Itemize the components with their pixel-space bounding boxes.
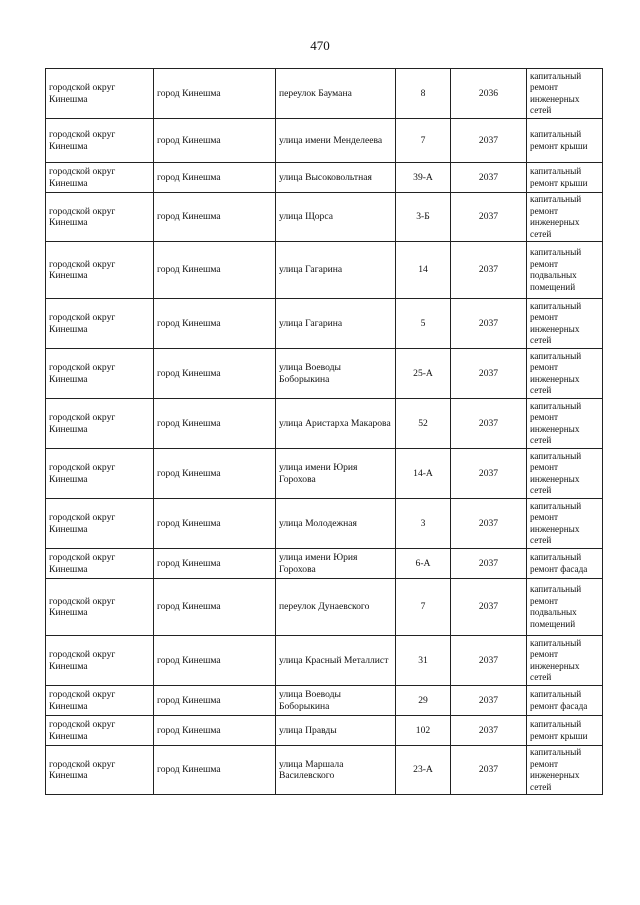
house-number-cell: 23-А bbox=[396, 746, 451, 795]
year-cell: 2037 bbox=[451, 449, 527, 499]
district-cell: городской округ Кинешма bbox=[46, 449, 154, 499]
street-cell: улица имени Юрия Горохова bbox=[276, 549, 396, 579]
city-cell: город Кинешма bbox=[154, 549, 276, 579]
year-cell: 2037 bbox=[451, 549, 527, 579]
house-number-cell: 5 bbox=[396, 299, 451, 349]
house-number-cell: 3 bbox=[396, 499, 451, 549]
district-cell: городской округ Кинешма bbox=[46, 193, 154, 242]
city-cell: город Кинешма bbox=[154, 686, 276, 716]
work-type-cell: капитальный ремонт подвальных помещений bbox=[527, 579, 603, 636]
year-cell: 2037 bbox=[451, 686, 527, 716]
year-cell: 2037 bbox=[451, 499, 527, 549]
table-row bbox=[46, 549, 603, 579]
house-number-cell: 14 bbox=[396, 242, 451, 299]
year-cell: 2037 bbox=[451, 193, 527, 242]
table-row bbox=[46, 746, 603, 795]
city-cell: город Кинешма bbox=[154, 716, 276, 746]
table-row bbox=[46, 716, 603, 746]
work-type-cell: капитальный ремонт инженерных сетей bbox=[527, 349, 603, 399]
district-cell: городской округ Кинешма bbox=[46, 242, 154, 299]
city-cell: город Кинешма bbox=[154, 69, 276, 119]
city-cell: город Кинешма bbox=[154, 193, 276, 242]
table-row bbox=[46, 449, 603, 499]
street-cell: улица Щорса bbox=[276, 193, 396, 242]
table-body bbox=[46, 69, 603, 795]
street-cell: улица Аристарха Макарова bbox=[276, 399, 396, 449]
work-type-cell: капитальный ремонт инженерных сетей bbox=[527, 193, 603, 242]
street-cell: улица Высоковольтная bbox=[276, 163, 396, 193]
street-cell: улица имени Юрия Горохова bbox=[276, 449, 396, 499]
district-cell: городской округ Кинешма bbox=[46, 399, 154, 449]
street-cell: улица Красный Металлист bbox=[276, 636, 396, 686]
year-cell: 2037 bbox=[451, 242, 527, 299]
year-cell: 2037 bbox=[451, 349, 527, 399]
street-cell: улица Гагарина bbox=[276, 299, 396, 349]
work-type-cell: капитальный ремонт инженерных сетей bbox=[527, 69, 603, 119]
year-cell: 2037 bbox=[451, 746, 527, 795]
table-row bbox=[46, 399, 603, 449]
table-row bbox=[46, 349, 603, 399]
table-row bbox=[46, 193, 603, 242]
district-cell: городской округ Кинешма bbox=[46, 119, 154, 163]
work-type-cell: капитальный ремонт фасада bbox=[527, 686, 603, 716]
table-row bbox=[46, 686, 603, 716]
work-type-cell: капитальный ремонт инженерных сетей bbox=[527, 636, 603, 686]
house-number-cell: 52 bbox=[396, 399, 451, 449]
year-cell: 2036 bbox=[451, 69, 527, 119]
street-cell: улица Гагарина bbox=[276, 242, 396, 299]
house-number-cell: 25-А bbox=[396, 349, 451, 399]
district-cell: городской округ Кинешма bbox=[46, 163, 154, 193]
year-cell: 2037 bbox=[451, 716, 527, 746]
house-number-cell: 102 bbox=[396, 716, 451, 746]
repair-schedule-table bbox=[45, 68, 603, 795]
work-type-cell: капитальный ремонт фасада bbox=[527, 549, 603, 579]
work-type-cell: капитальный ремонт крыши bbox=[527, 163, 603, 193]
work-type-cell: капитальный ремонт инженерных сетей bbox=[527, 746, 603, 795]
house-number-cell: 7 bbox=[396, 119, 451, 163]
street-cell: переулок Дунаевского bbox=[276, 579, 396, 636]
city-cell: город Кинешма bbox=[154, 399, 276, 449]
street-cell: улица Правды bbox=[276, 716, 396, 746]
house-number-cell: 3-Б bbox=[396, 193, 451, 242]
district-cell: городской округ Кинешма bbox=[46, 349, 154, 399]
street-cell: улица Маршала Василевского bbox=[276, 746, 396, 795]
city-cell: город Кинешма bbox=[154, 349, 276, 399]
table-row bbox=[46, 299, 603, 349]
district-cell: городской округ Кинешма bbox=[46, 549, 154, 579]
city-cell: город Кинешма bbox=[154, 746, 276, 795]
house-number-cell: 8 bbox=[396, 69, 451, 119]
street-cell: улица Воеводы Боборыкина bbox=[276, 686, 396, 716]
house-number-cell: 6-А bbox=[396, 549, 451, 579]
work-type-cell: капитальный ремонт крыши bbox=[527, 716, 603, 746]
work-type-cell: капитальный ремонт инженерных сетей bbox=[527, 299, 603, 349]
city-cell: город Кинешма bbox=[154, 636, 276, 686]
street-cell: улица имени Менделеева bbox=[276, 119, 396, 163]
work-type-cell: капитальный ремонт инженерных сетей bbox=[527, 449, 603, 499]
district-cell: городской округ Кинешма bbox=[46, 686, 154, 716]
work-type-cell: капитальный ремонт инженерных сетей bbox=[527, 399, 603, 449]
work-type-cell: капитальный ремонт крыши bbox=[527, 119, 603, 163]
house-number-cell: 14-А bbox=[396, 449, 451, 499]
year-cell: 2037 bbox=[451, 579, 527, 636]
year-cell: 2037 bbox=[451, 163, 527, 193]
table-row bbox=[46, 499, 603, 549]
district-cell: городской округ Кинешма bbox=[46, 499, 154, 549]
district-cell: городской округ Кинешма bbox=[46, 579, 154, 636]
district-cell: городской округ Кинешма bbox=[46, 746, 154, 795]
year-cell: 2037 bbox=[451, 119, 527, 163]
page-number: 470 bbox=[310, 38, 330, 53]
house-number-cell: 29 bbox=[396, 686, 451, 716]
table-row bbox=[46, 163, 603, 193]
city-cell: город Кинешма bbox=[154, 299, 276, 349]
table-row bbox=[46, 636, 603, 686]
district-cell: городской округ Кинешма bbox=[46, 69, 154, 119]
year-cell: 2037 bbox=[451, 636, 527, 686]
house-number-cell: 7 bbox=[396, 579, 451, 636]
table-row bbox=[46, 242, 603, 299]
district-cell: городской округ Кинешма bbox=[46, 299, 154, 349]
street-cell: улица Воеводы Боборыкина bbox=[276, 349, 396, 399]
year-cell: 2037 bbox=[451, 299, 527, 349]
city-cell: город Кинешма bbox=[154, 242, 276, 299]
street-cell: улица Молодежная bbox=[276, 499, 396, 549]
work-type-cell: капитальный ремонт подвальных помещений bbox=[527, 242, 603, 299]
house-number-cell: 31 bbox=[396, 636, 451, 686]
work-type-cell: капитальный ремонт инженерных сетей bbox=[527, 499, 603, 549]
table-row bbox=[46, 579, 603, 636]
district-cell: городской округ Кинешма bbox=[46, 716, 154, 746]
year-cell: 2037 bbox=[451, 399, 527, 449]
city-cell: город Кинешма bbox=[154, 499, 276, 549]
city-cell: город Кинешма bbox=[154, 119, 276, 163]
city-cell: город Кинешма bbox=[154, 163, 276, 193]
city-cell: город Кинешма bbox=[154, 449, 276, 499]
city-cell: город Кинешма bbox=[154, 579, 276, 636]
table-row bbox=[46, 69, 603, 119]
house-number-cell: 39-А bbox=[396, 163, 451, 193]
district-cell: городской округ Кинешма bbox=[46, 636, 154, 686]
street-cell: переулок Баумана bbox=[276, 69, 396, 119]
table-row bbox=[46, 119, 603, 163]
